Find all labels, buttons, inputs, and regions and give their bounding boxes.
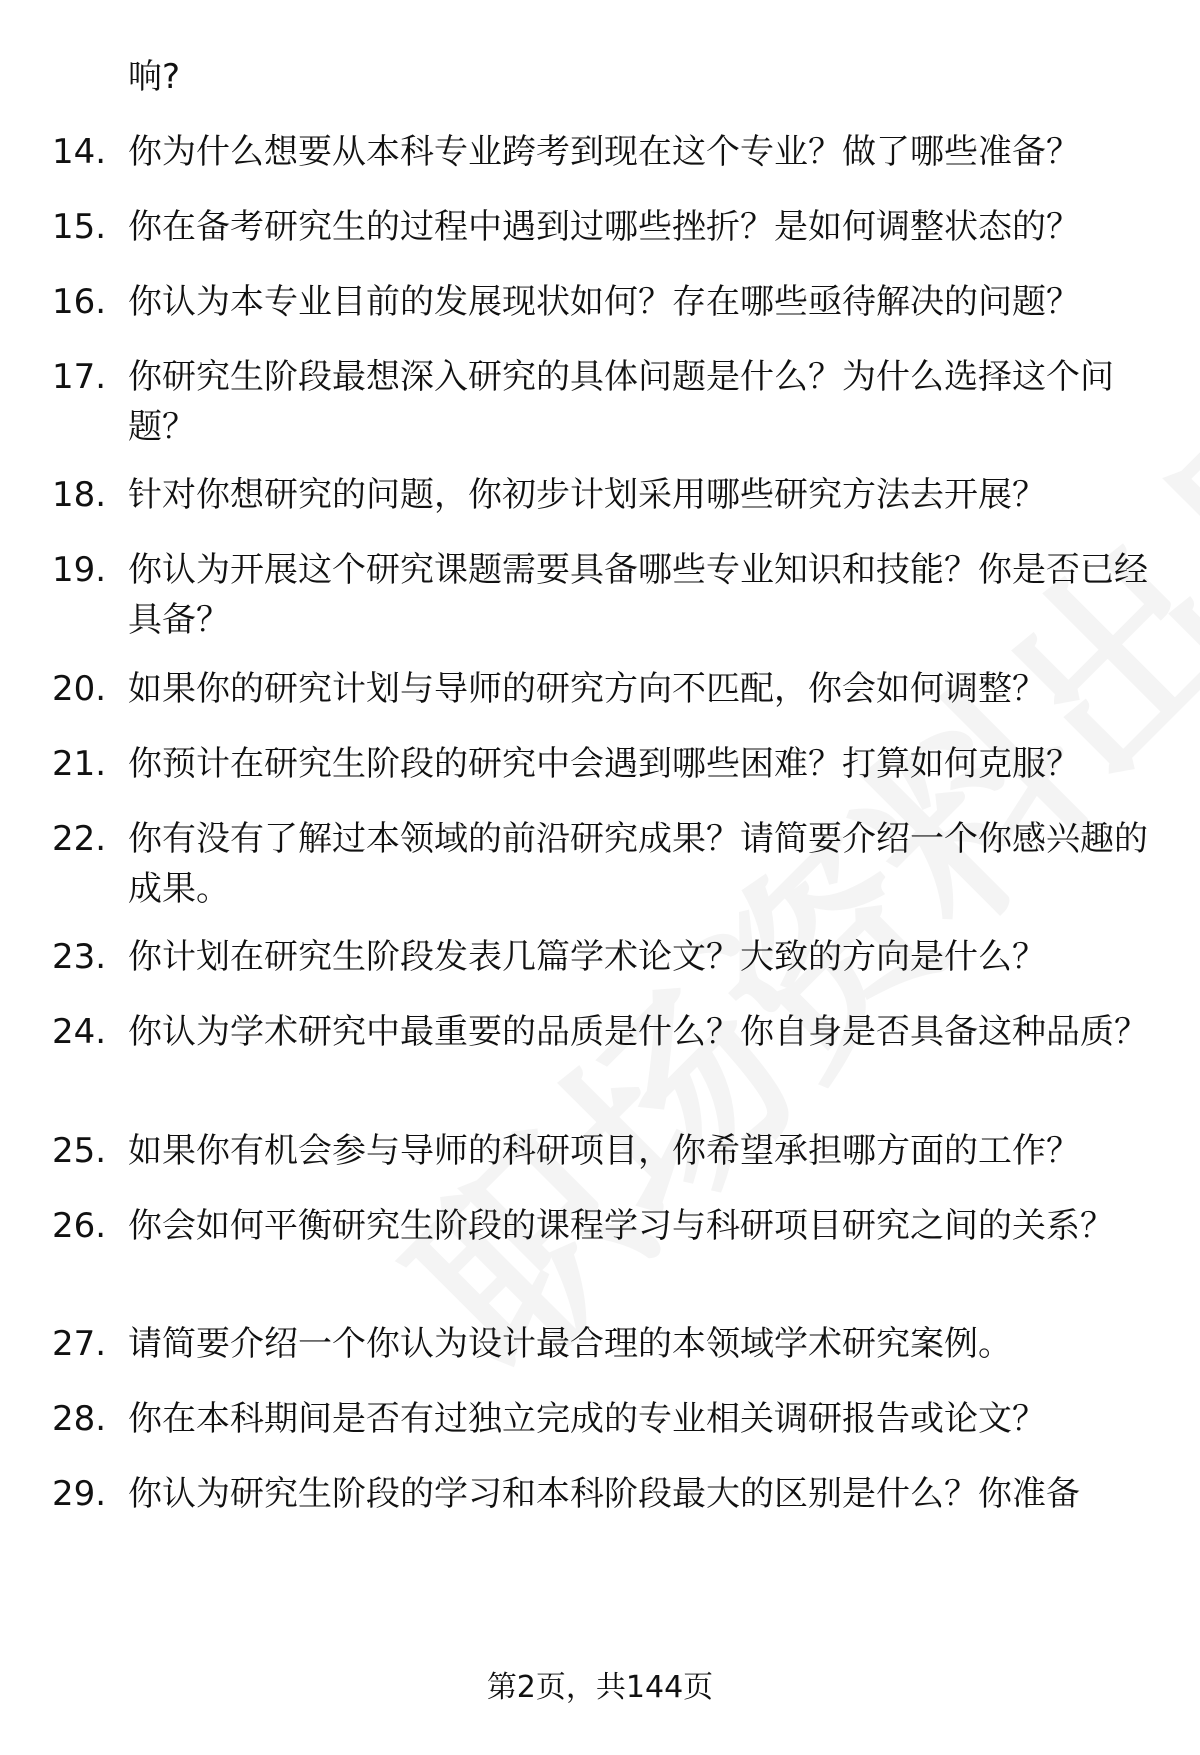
question-number: 20. xyxy=(52,669,107,709)
question-item xyxy=(52,352,1152,452)
question-text: 你在备考研究生的过程中遇到过哪些挫折？是如何调整状态的？ xyxy=(128,207,1080,247)
question-text: 你认为学术研究中最重要的品质是什么？你自身是否具备这种品质？ xyxy=(128,1012,1148,1052)
question-item xyxy=(52,932,1152,982)
question-number: 25. xyxy=(52,1131,107,1171)
question-number: 29. xyxy=(52,1474,107,1514)
question-text: 你认为研究生阶段的学习和本科阶段最大的区别是什么？你准备 xyxy=(128,1474,1080,1514)
question-text: 你有没有了解过本领域的前沿研究成果？请简要介绍一个你感兴趣的成果。 xyxy=(128,819,1148,909)
question-number: 16. xyxy=(52,282,107,322)
question-item xyxy=(52,1319,1152,1369)
continuation-text: 响? xyxy=(128,57,181,97)
question-number: 17. xyxy=(52,357,107,397)
question-item xyxy=(52,739,1152,789)
question-number: 24. xyxy=(52,1012,107,1052)
question-item xyxy=(52,277,1152,327)
question-number: 27. xyxy=(52,1324,107,1364)
question-item xyxy=(52,470,1152,520)
question-text: 针对你想研究的问题，你初步计划采用哪些研究方法去开展？ xyxy=(128,475,1046,515)
question-text: 你预计在研究生阶段的研究中会遇到哪些困难？打算如何克服？ xyxy=(128,744,1080,784)
question-item xyxy=(52,814,1152,914)
question-item xyxy=(52,545,1152,645)
question-text: 请简要介绍一个你认为设计最合理的本领域学术研究案例。 xyxy=(128,1324,1012,1364)
question-item xyxy=(52,1469,1152,1519)
question-number: 26. xyxy=(52,1206,107,1246)
question-text: 你在本科期间是否有过独立完成的专业相关调研报告或论文？ xyxy=(128,1399,1046,1439)
question-item xyxy=(52,1201,1152,1251)
question-text: 你认为本专业目前的发展现状如何？存在哪些亟待解决的问题？ xyxy=(128,282,1080,322)
question-number: 19. xyxy=(52,550,107,590)
question-text: 你认为开展这个研究课题需要具备哪些专业知识和技能？你是否已经具备？ xyxy=(128,550,1148,640)
question-item xyxy=(52,202,1152,252)
question-number: 21. xyxy=(52,744,107,784)
question-number: 15. xyxy=(52,207,107,247)
question-text: 如果你有机会参与导师的科研项目，你希望承担哪方面的工作？ xyxy=(128,1131,1080,1171)
question-text: 如果你的研究计划与导师的研究方向不匹配，你会如何调整？ xyxy=(128,669,1046,709)
question-number: 14. xyxy=(52,132,107,172)
question-text: 你计划在研究生阶段发表几篇学术论文？大致的方向是什么？ xyxy=(128,937,1046,977)
question-text: 你会如何平衡研究生阶段的课程学习与科研项目研究之间的关系？ xyxy=(128,1206,1114,1246)
question-number: 22. xyxy=(52,819,107,859)
question-number: 23. xyxy=(52,937,107,977)
page-footer: 第2页，共144页 xyxy=(486,1670,714,1705)
question-number: 28. xyxy=(52,1399,107,1439)
question-text: 你研究生阶段最想深入研究的具体问题是什么？为什么选择这个问题？ xyxy=(128,357,1114,447)
question-item xyxy=(52,127,1152,177)
question-text: 你为什么想要从本科专业跨考到现在这个专业？做了哪些准备？ xyxy=(128,132,1080,172)
question-item xyxy=(52,1394,1152,1444)
question-number: 18. xyxy=(52,475,107,515)
question-item xyxy=(52,1126,1152,1176)
question-item xyxy=(52,664,1152,714)
question-item xyxy=(52,1007,1152,1057)
